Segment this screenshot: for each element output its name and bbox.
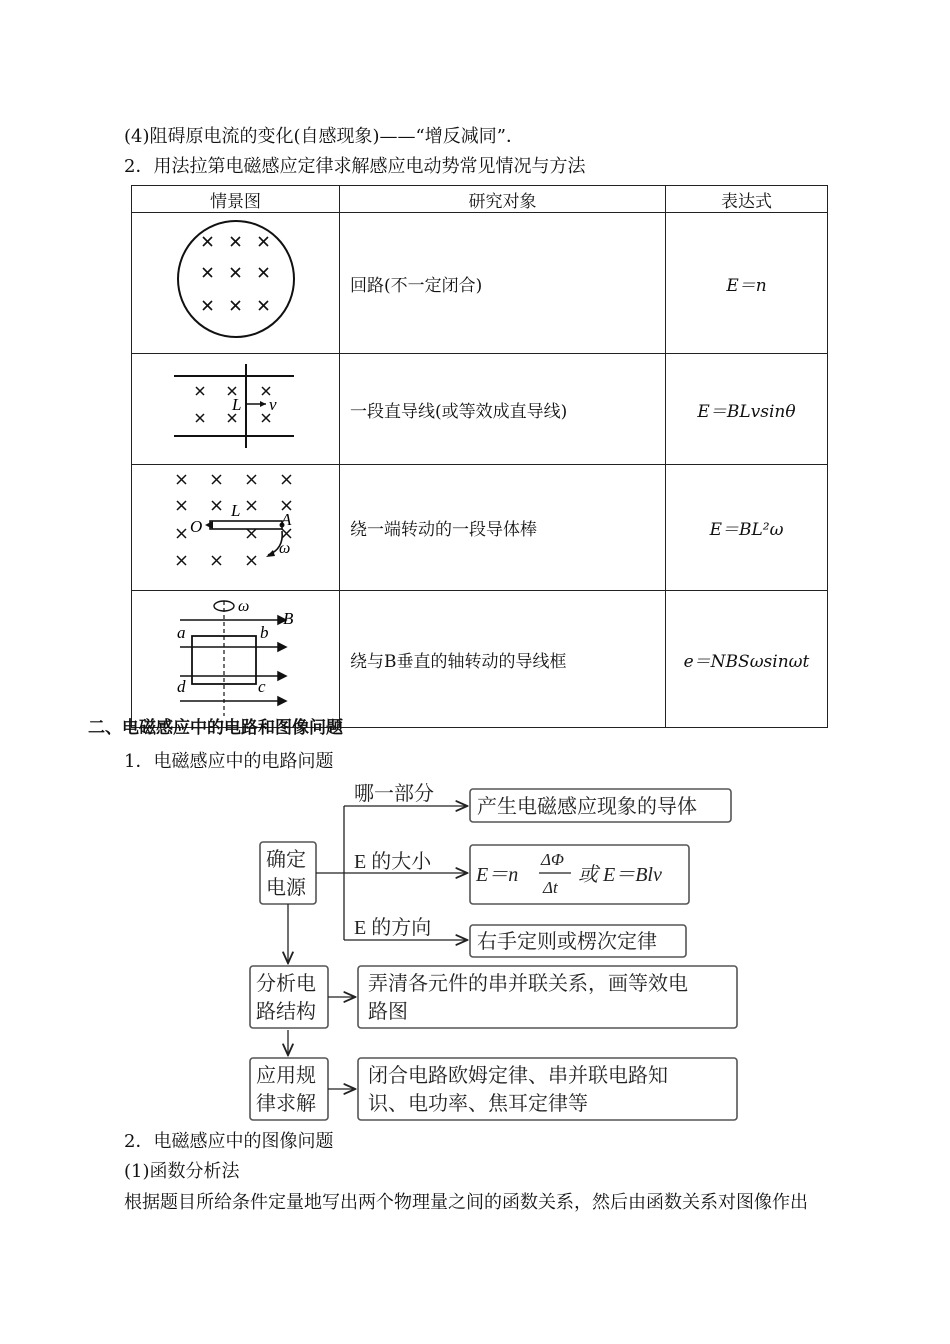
circle-field-figure <box>132 213 339 348</box>
text-line-1: (4)阻碍原电流的变化(自感现象)——“增反减同”． <box>124 126 524 147</box>
item-1: 1．电磁感应中的电路问题 <box>124 751 334 772</box>
box1-line2: 电源 <box>266 877 306 899</box>
label-L: L <box>231 501 241 520</box>
branch3-result: 右手定则或楞次定律 <box>477 931 657 953</box>
figure-cell <box>132 465 340 591</box>
item-2: 2．电磁感应中的图像问题 <box>124 1131 334 1152</box>
label-A: A <box>281 510 292 529</box>
box3-line1: 应用规 <box>256 1065 316 1087</box>
box1-line1: 确定 <box>266 849 306 871</box>
table-row <box>132 354 828 465</box>
table-header-row <box>132 186 828 213</box>
label-omega: ω <box>279 540 291 557</box>
branch1-result: 产生电磁感应现象的导体 <box>477 796 697 818</box>
subject-cell: 绕与B垂直的轴转动的导线框 <box>340 591 666 728</box>
label-O: O <box>190 517 203 536</box>
branch2-label: E 的大小 <box>354 851 432 873</box>
branch2-result-a: E＝n <box>476 864 519 886</box>
label-B: B <box>283 609 294 628</box>
section-heading: 二、电磁感应中的电路和图像问题 <box>88 718 343 738</box>
subject-cell: 一段直导线(或等效成直导线) <box>340 354 666 465</box>
branch3-label: E 的方向 <box>354 917 432 939</box>
box2-line2: 路结构 <box>256 1001 316 1023</box>
rotating-rod-figure <box>132 465 339 585</box>
branch2-frac-num: ΔΦ <box>541 850 564 869</box>
label-L: L <box>232 395 242 414</box>
expression-cell: E＝BL²ω <box>666 465 828 591</box>
table-row <box>132 213 828 354</box>
expression-cell: e＝NBSωsinωt <box>666 591 828 728</box>
straight-wire-figure <box>132 354 339 459</box>
figure-cell <box>132 591 340 728</box>
branch2-frac-den: Δt <box>543 878 558 897</box>
expression-cell: E＝BLvsinθ <box>666 354 828 465</box>
text-line-2: 2．用法拉第电磁感应定律求解感应电动势常见情况与方法 <box>124 156 586 177</box>
table-header-cell: 研究对象 <box>340 186 666 213</box>
subject-cell: 绕一端转动的一段导体棒 <box>340 465 666 591</box>
table-row <box>132 591 828 728</box>
label-b: b <box>260 623 269 642</box>
result2-line2: 路图 <box>368 1001 408 1023</box>
branch2-result-b: 或 E＝Blv <box>578 864 662 886</box>
expression-cell: E＝n <box>666 213 828 354</box>
label-omega: ω <box>238 598 250 615</box>
figure-cell <box>132 354 340 465</box>
box3-line2: 律求解 <box>256 1093 316 1115</box>
rotating-frame-figure <box>132 591 339 722</box>
emf-methods-table <box>131 185 828 728</box>
box2-line1: 分析电 <box>256 973 316 995</box>
table-header-cell: 情景图 <box>132 186 340 213</box>
result2-line1: 弄清各元件的串并联关系，画等效电 <box>368 973 688 995</box>
result3-line1: 闭合电路欧姆定律、串并联电路知 <box>368 1065 668 1087</box>
label-c: c <box>258 677 266 696</box>
figure-cell <box>132 213 340 354</box>
subject-cell: 回路(不一定闭合) <box>340 213 666 354</box>
table-row <box>132 465 828 591</box>
result3-line2: 识、电功率、焦耳定律等 <box>368 1093 588 1115</box>
label-a: a <box>177 623 186 642</box>
sub-item-1: (1)函数分析法 <box>124 1161 240 1182</box>
paragraph: 根据题目所给条件定量地写出两个物理量之间的函数关系，然后由函数关系对图像作出 <box>124 1192 808 1213</box>
label-d: d <box>177 677 186 696</box>
table-header-cell: 表达式 <box>666 186 828 213</box>
label-v: v <box>269 395 277 414</box>
branch1-label: 哪一部分 <box>354 783 434 805</box>
